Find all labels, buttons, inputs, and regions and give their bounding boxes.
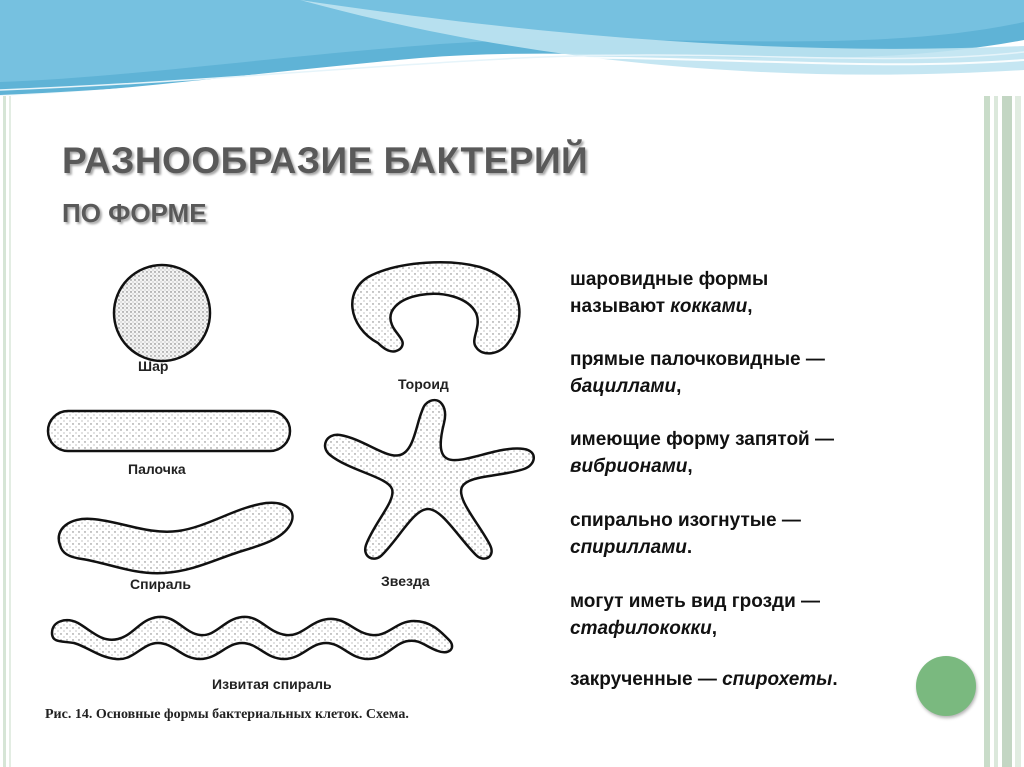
rod-shape	[48, 411, 290, 451]
sphere-label: Шар	[138, 358, 169, 374]
slide-subtitle: ПО ФОРМЕ	[62, 198, 207, 228]
description-end: ,	[711, 618, 718, 639]
twisted-spiral-label: Извитая спираль	[212, 676, 332, 692]
description-line	[570, 534, 970, 561]
description-term: вибрионами	[570, 456, 688, 477]
twisted-spiral-shape	[52, 617, 452, 659]
description-prefix: называют	[570, 296, 671, 317]
spiral-label: Спираль	[130, 576, 192, 592]
description-end: ,	[747, 296, 753, 317]
figure-caption: Рис. 14. Основные формы бактериальных клеток. Схема.	[45, 707, 409, 722]
description-cocci	[570, 266, 970, 320]
spiral-shape	[59, 503, 293, 573]
description-text: шаровидные формы	[570, 269, 769, 290]
green-circle-decoration	[916, 656, 976, 716]
description-text: прямые палочковидные —	[570, 349, 825, 370]
description-text: имеющие форму запятой —	[570, 429, 835, 450]
description-spirilla	[570, 507, 970, 561]
description-end: ,	[687, 456, 693, 477]
description-term: кокками	[670, 296, 748, 317]
star-shape	[325, 400, 534, 559]
description-line	[570, 615, 970, 642]
description-text: могут иметь вид грозди —	[570, 591, 821, 612]
description-staphylococci	[570, 588, 970, 642]
slide-title: РАЗНООБРАЗИЕ БАКТЕРИЙ	[62, 140, 589, 181]
description-end: ,	[676, 376, 682, 397]
left-frame-border	[0, 96, 14, 767]
description-end: .	[832, 669, 838, 690]
description-prefix: закрученные —	[570, 669, 723, 690]
description-line	[570, 453, 970, 480]
description-term: спириллами	[570, 537, 687, 558]
torus-shape	[352, 262, 519, 353]
description-bacilli	[570, 346, 970, 400]
description-term: спирохеты	[722, 669, 833, 690]
star-label: Звезда	[381, 573, 430, 589]
description-spirochetes	[570, 666, 970, 693]
description-line	[570, 666, 970, 693]
sphere-shape	[114, 265, 210, 361]
description-vibrios	[570, 426, 970, 480]
torus-label: Тороид	[398, 376, 449, 392]
description-term: бациллами	[570, 376, 677, 397]
description-end: .	[686, 537, 693, 558]
description-term: стафилококки	[570, 618, 712, 639]
right-frame-border	[982, 96, 1024, 767]
description-line	[570, 293, 970, 320]
header-wave-decoration	[0, 0, 1024, 110]
description-line	[570, 373, 970, 400]
rod-label: Палочка	[128, 461, 186, 477]
description-text: спирально изогнутые —	[570, 510, 801, 531]
bacteria-shapes-figure	[30, 255, 550, 695]
